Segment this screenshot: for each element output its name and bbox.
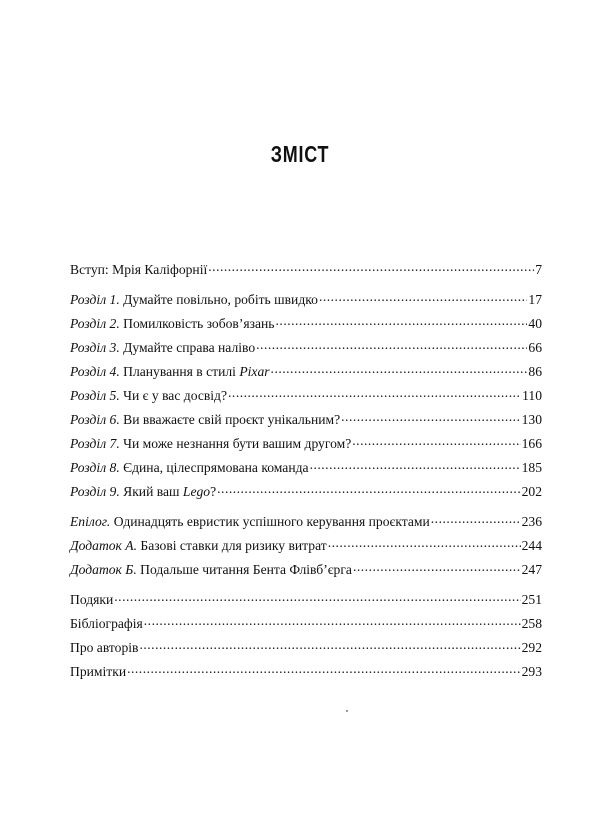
page-title: ЗМІСТ bbox=[270, 141, 330, 167]
toc-page-number: 293 bbox=[521, 664, 542, 679]
toc-entry-prefix: Розділ 2. bbox=[70, 316, 120, 331]
toc-entry-prefix: Епілог. bbox=[70, 514, 111, 529]
toc-entry[interactable] bbox=[70, 480, 542, 504]
toc-entry-prefix: Розділ 3. bbox=[70, 340, 120, 355]
toc-entry-prefix: Додаток Б. bbox=[70, 562, 137, 577]
toc-entry-title: Думайте справа наліво bbox=[119, 340, 256, 355]
toc-entry-title: Ви вважаєте свій проєкт унікальним? bbox=[119, 412, 341, 427]
toc-entry-title: Чи може незнання бути вашим другом? bbox=[119, 436, 352, 451]
page-mark bbox=[346, 710, 348, 712]
toc-page-number: 166 bbox=[521, 436, 542, 451]
toc-entry-label bbox=[70, 480, 216, 504]
toc-leader-dots bbox=[217, 477, 520, 501]
toc-entry-prefix: Додаток А. bbox=[70, 538, 138, 553]
toc-entry-prefix: Розділ 1. bbox=[70, 292, 120, 307]
toc-leader-dots bbox=[139, 633, 520, 657]
table-of-contents bbox=[70, 258, 542, 684]
toc-entry-trailing: ? bbox=[210, 484, 217, 499]
toc-entry-label bbox=[70, 612, 143, 636]
toc-entry-title: Думайте повільно, робіть швидко bbox=[119, 292, 318, 307]
toc-leader-dots bbox=[127, 657, 521, 681]
toc-entry-title: Базові ставки для ризику витрат bbox=[137, 538, 327, 553]
toc-page-number: 86 bbox=[528, 364, 542, 379]
toc-page-number: 244 bbox=[521, 538, 542, 553]
toc-entry-label bbox=[70, 534, 327, 558]
toc-leader-dots bbox=[328, 531, 521, 555]
toc-entry-label bbox=[70, 408, 340, 432]
toc-page-number: 110 bbox=[522, 388, 542, 403]
toc-leader-dots bbox=[144, 609, 521, 633]
toc-entry[interactable] bbox=[70, 558, 542, 582]
toc-entry-title: Про авторів bbox=[70, 640, 139, 655]
toc-entry-label bbox=[70, 660, 126, 684]
toc-entry-label bbox=[70, 384, 227, 408]
toc-page-number: 185 bbox=[521, 460, 542, 475]
toc-page-number: 7 bbox=[535, 262, 542, 277]
toc-entry-label bbox=[70, 588, 113, 612]
toc-entry-label bbox=[70, 336, 255, 360]
toc-leader-dots bbox=[352, 429, 520, 453]
toc-leader-dots bbox=[114, 585, 520, 609]
toc-page-number: 17 bbox=[528, 292, 542, 307]
toc-entry-title: Єдина, цілеспрямована команда bbox=[119, 460, 309, 475]
toc-entry-prefix: Розділ 9. bbox=[70, 484, 120, 499]
toc-entry-title: Помилковість зобов’язань bbox=[119, 316, 275, 331]
toc-page-number: 251 bbox=[521, 592, 542, 607]
toc-leader-dots bbox=[353, 555, 521, 579]
toc-entry-prefix: Розділ 4. bbox=[70, 364, 120, 379]
toc-entry-title: Подальше читання Бента Флівб’єрга bbox=[136, 562, 352, 577]
toc-leader-dots bbox=[341, 405, 520, 429]
toc-leader-dots bbox=[310, 453, 521, 477]
toc-entry-italic-term: Lego bbox=[182, 484, 211, 499]
toc-page-number: 40 bbox=[528, 316, 542, 331]
toc-page-number: 258 bbox=[521, 616, 542, 631]
toc-leader-dots bbox=[319, 285, 527, 309]
toc-leader-dots bbox=[431, 507, 521, 531]
toc-entry-title: Примітки bbox=[70, 664, 127, 679]
toc-entry-title: Чи є у вас досвід? bbox=[119, 388, 228, 403]
toc-entry-title: Планування в стилі bbox=[119, 364, 240, 379]
toc-entry-title: Вступ: Мрія Каліфорнії bbox=[70, 262, 208, 277]
toc-leader-dots bbox=[208, 255, 534, 279]
toc-entry-title: Подяки bbox=[70, 592, 114, 607]
toc-page-number: 202 bbox=[521, 484, 542, 499]
toc-entry-title: Який ваш bbox=[119, 484, 183, 499]
toc-leader-dots bbox=[271, 357, 528, 381]
toc-entry-prefix: Розділ 8. bbox=[70, 460, 120, 475]
toc-entry-prefix: Розділ 7. bbox=[70, 436, 120, 451]
toc-entry[interactable] bbox=[70, 660, 542, 684]
toc-entry-label bbox=[70, 258, 207, 282]
toc-page-number: 130 bbox=[521, 412, 542, 427]
toc-entry-label bbox=[70, 312, 275, 336]
toc-page-number: 66 bbox=[528, 340, 542, 355]
toc-entry[interactable] bbox=[70, 258, 542, 282]
toc-page-number: 247 bbox=[521, 562, 542, 577]
toc-entry-italic-term: Pixar bbox=[239, 364, 270, 379]
toc-entry-prefix: Розділ 6. bbox=[70, 412, 120, 427]
toc-entry-prefix: Розділ 5. bbox=[70, 388, 120, 403]
toc-leader-dots bbox=[228, 381, 521, 405]
toc-leader-dots bbox=[276, 309, 528, 333]
toc-page-number: 236 bbox=[521, 514, 542, 529]
toc-page-number: 292 bbox=[521, 640, 542, 655]
toc-entry-title: Одинадцять евристик успішного керування проєктами bbox=[110, 514, 430, 529]
toc-leader-dots bbox=[256, 333, 527, 357]
toc-entry-title: Бібліографія bbox=[70, 616, 143, 631]
toc-entry-label bbox=[70, 558, 352, 582]
